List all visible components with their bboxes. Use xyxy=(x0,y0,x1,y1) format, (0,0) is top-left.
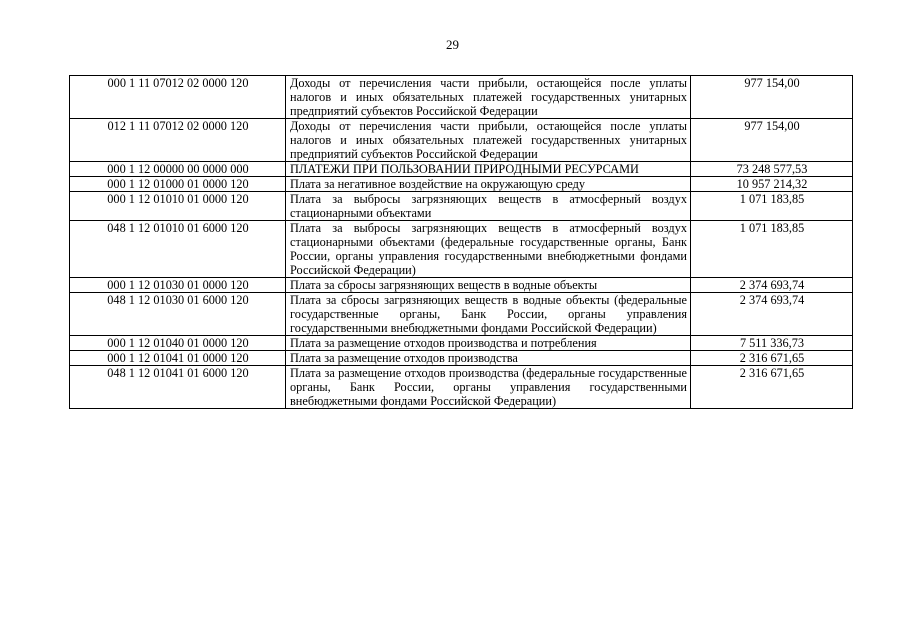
table-row xyxy=(70,119,853,162)
description-cell: Плата за сбросы загрязняющих веществ в водные объекты (федеральные государственные органы, Банк России, органы управления государственными внебюджетными фондами Российской Федерации) xyxy=(286,293,691,336)
budget-code-cell: 000 1 12 01030 01 0000 120 xyxy=(70,278,286,293)
amount-cell: 1 071 183,85 xyxy=(691,221,853,278)
budget-code-cell: 000 1 12 01041 01 0000 120 xyxy=(70,351,286,366)
amount-cell: 977 154,00 xyxy=(691,119,853,162)
table-row xyxy=(70,366,853,409)
amount-cell: 1 071 183,85 xyxy=(691,192,853,221)
amount-cell: 977 154,00 xyxy=(691,76,853,119)
description-cell: Плата за выбросы загрязняющих веществ в атмосферный воздух стационарными объектами xyxy=(286,192,691,221)
amount-cell: 7 511 336,73 xyxy=(691,336,853,351)
table-row xyxy=(70,278,853,293)
description-cell: Плата за выбросы загрязняющих веществ в атмосферный воздух стационарными объектами (федеральные государственные органы, Банк России, органы управления государственными внебюджетными фондами Российской Федерации) xyxy=(286,221,691,278)
amount-cell: 2 316 671,65 xyxy=(691,366,853,409)
table-row xyxy=(70,221,853,278)
budget-code-cell: 048 1 12 01010 01 6000 120 xyxy=(70,221,286,278)
description-cell: ПЛАТЕЖИ ПРИ ПОЛЬЗОВАНИИ ПРИРОДНЫМИ РЕСУРСАМИ xyxy=(286,162,691,177)
description-cell: Плата за размещение отходов производства и потребления xyxy=(286,336,691,351)
amount-cell: 2 374 693,74 xyxy=(691,293,853,336)
amount-cell: 73 248 577,53 xyxy=(691,162,853,177)
table-body xyxy=(70,76,853,409)
budget-code-cell: 000 1 12 01000 01 0000 120 xyxy=(70,177,286,192)
table-row xyxy=(70,293,853,336)
budget-code-cell: 000 1 12 00000 00 0000 000 xyxy=(70,162,286,177)
description-cell: Плата за размещение отходов производства (федеральные государственные органы, Банк России, органы управления государственными внебюджетными фондами Российской Федерации) xyxy=(286,366,691,409)
table-row xyxy=(70,177,853,192)
description-cell: Доходы от перечисления части прибыли, остающейся после уплаты налогов и иных обязательных платежей государственных унитарных предприятий субъектов Российской Федерации xyxy=(286,119,691,162)
table-row xyxy=(70,192,853,221)
budget-code-cell: 048 1 12 01030 01 6000 120 xyxy=(70,293,286,336)
table-row xyxy=(70,336,853,351)
budget-revenue-table xyxy=(69,75,853,409)
budget-code-cell: 048 1 12 01041 01 6000 120 xyxy=(70,366,286,409)
budget-code-cell: 000 1 12 01040 01 0000 120 xyxy=(70,336,286,351)
page-number: 29 xyxy=(446,37,459,52)
amount-cell: 2 374 693,74 xyxy=(691,278,853,293)
amount-cell: 10 957 214,32 xyxy=(691,177,853,192)
description-cell: Доходы от перечисления части прибыли, остающейся после уплаты налогов и иных обязательных платежей государственных унитарных предприятий субъектов Российской Федерации xyxy=(286,76,691,119)
table-row xyxy=(70,351,853,366)
budget-code-cell: 000 1 11 07012 02 0000 120 xyxy=(70,76,286,119)
budget-code-cell: 012 1 11 07012 02 0000 120 xyxy=(70,119,286,162)
table-row xyxy=(70,76,853,119)
description-cell: Плата за сбросы загрязняющих веществ в водные объекты xyxy=(286,278,691,293)
table-row xyxy=(70,162,853,177)
amount-cell: 2 316 671,65 xyxy=(691,351,853,366)
description-cell: Плата за размещение отходов производства xyxy=(286,351,691,366)
budget-code-cell: 000 1 12 01010 01 0000 120 xyxy=(70,192,286,221)
description-cell: Плата за негативное воздействие на окружающую среду xyxy=(286,177,691,192)
